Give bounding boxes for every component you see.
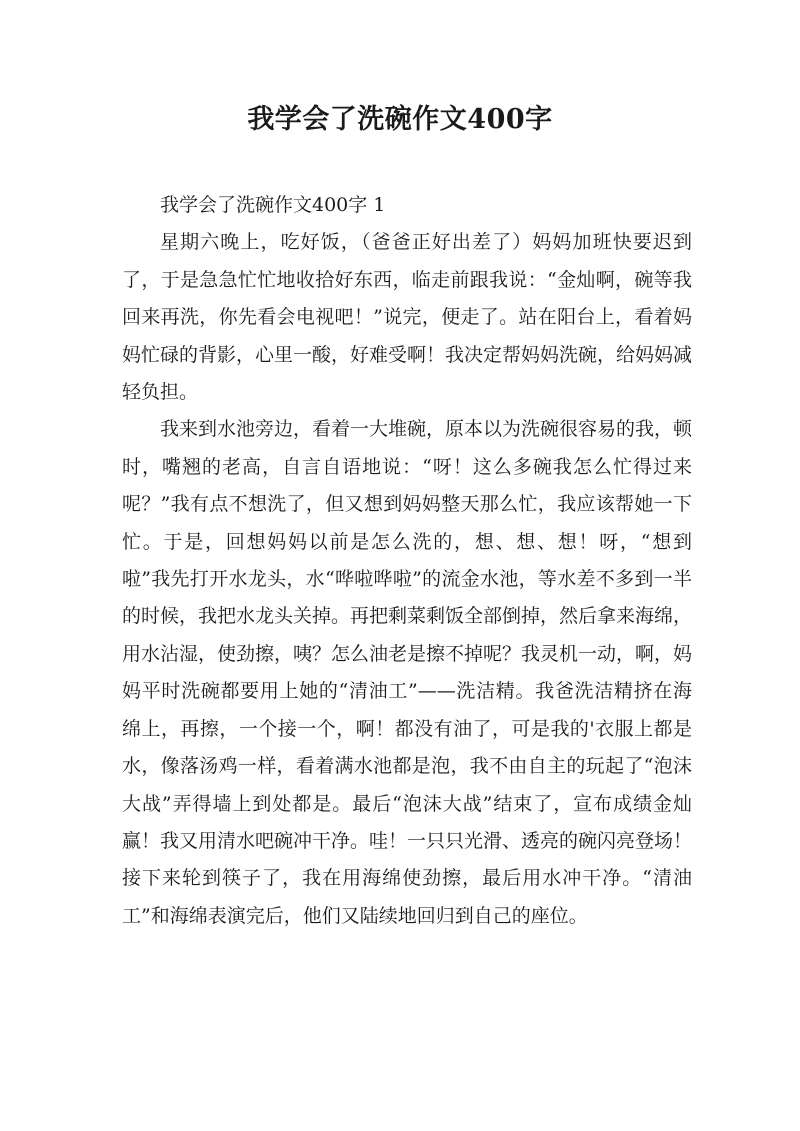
document-title: 我学会了洗碗作文400字 (247, 104, 553, 135)
document-body (122, 187, 692, 935)
paragraph-2: 我来到水池旁边，看着一大堆碗，原本以为洗碗很容易的我，顿时，嘴翘的老高，自言自语地说：“呀！这么多碗我怎么忙得过来呢？”我有点不想洗了，但又想到妈妈整天那么忙，我应该帮她一下忙。于是，回想妈妈以前是怎么洗的，想、想、想！呀，“想到啦”我先打开水龙头，水“哗啦哗啦”的流金水池，等水差不多到一半的时候，我把水龙头关掉。再把剩菜剩饭全部倒掉，然后拿来海绵，用水沾湿，使劲擦，咦？怎么油老是擦不掉呢？我灵机一动，啊，妈妈平时洗碗都要用上她的“清油工”——洗洁精。我爸洗洁精挤在海绵上，再擦，一个接一个，啊！都没有油了，可是我的'衣服上都是水，像落汤鸡一样，看着满水池都是泡，我不由自主的玩起了“泡沫大战”弄得墙上到处都是。最后“泡沫大战”结束了，宣布成绩金灿赢！我又用清水吧碗冲干净。哇！一只只光滑、透亮的碗闪亮登场！接下来轮到筷子了，我在用海绵使劲擦，最后用水冲干净。“清油工”和海绵表演完后，他们又陆续地回归到自己的座位。 (122, 418, 693, 927)
paragraph-1: 星期六晚上，吃好饭，（爸爸正好出差了）妈妈加班快要迟到了，于是急急忙忙地收拾好东西，临走前跟我说：“金灿啊，碗等我回来再洗，你先看会电视吧！”说完，便走了。站在阳台上，看着妈妈忙碌的背影，心里一酸，好难受啊！我决定帮妈妈洗碗，给妈妈减轻负担。 (122, 231, 693, 404)
section-subheading: 我学会了洗碗作文400字 1 (160, 194, 386, 216)
